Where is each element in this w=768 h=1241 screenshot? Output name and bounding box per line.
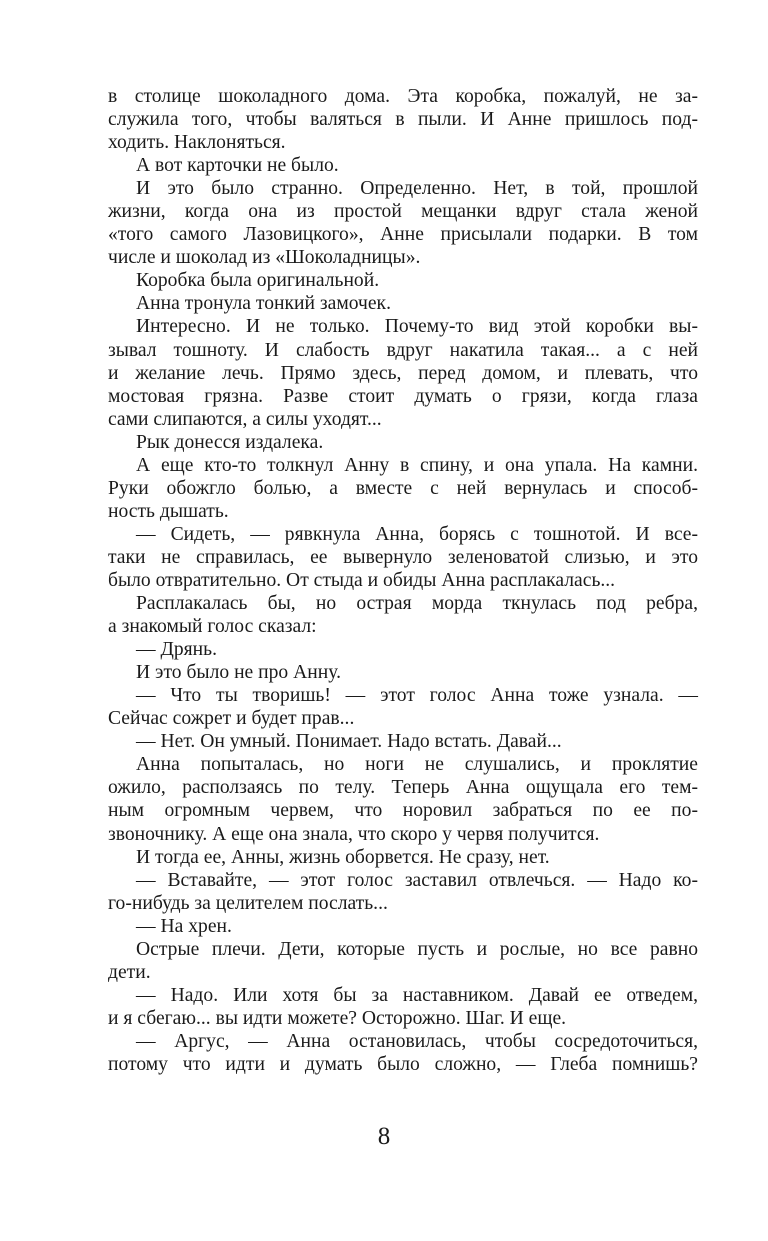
text-line: потому что идти и думать было сложно, — Глеба помнишь? (108, 1053, 698, 1075)
text-line: И это было не про Анну. (136, 662, 341, 684)
text-line: — Сидеть, — рявкнула Анна, борясь с тошнотой. И все- (136, 523, 698, 545)
text-line: мостовая грязна. Разве стоит думать о грязи, когда глаза (108, 385, 698, 407)
text-line: звоночнику. А еще она знала, что скоро у червя получится. (108, 823, 600, 845)
page-number: 8 (377, 1123, 391, 1150)
text-line: и я сбегаю... вы идти можете? Осторожно. Шаг. И еще. (108, 1007, 567, 1029)
text-line: Сейчас сожрет и будет прав... (108, 708, 355, 730)
text-line: Острые плечи. Дети, которые пусть и рослые, но все равно (136, 938, 698, 960)
text-line: Руки обожгло болью, а вместе с ней вернулась и способ- (108, 477, 698, 499)
text-line: ность дышать. (108, 500, 229, 522)
text-line: а знакомый голос сказал: (108, 616, 317, 638)
text-line: Коробка была оригинальной. (136, 270, 380, 292)
text-line: зывал тошноту. И слабость вдруг накатила такая... а с ней (108, 339, 698, 361)
text-line: И тогда ее, Анны, жизнь оборвется. Не сразу, нет. (136, 846, 550, 868)
text-line: дети. (108, 961, 151, 983)
text-line: Интересно. И не только. Почему-то вид этой коробки вы- (136, 316, 698, 338)
text-line: Рык донесся издалека. (136, 431, 324, 453)
text-line: служила того, чтобы валяться в пыли. И Анне пришлось под- (108, 109, 698, 131)
text-line: ожило, расползаясь по телу. Теперь Анна ощущала его тем- (108, 777, 698, 799)
text-line: — Аргус, — Анна остановилась, чтобы сосредоточиться, (136, 1030, 698, 1052)
text-line: — Нет. Он умный. Понимает. Надо встать. Давай... (136, 731, 562, 753)
text-line: сами слипаются, а силы уходят... (108, 408, 382, 430)
text-line: А еще кто-то толкнул Анну в спину, и она упала. На камни. (136, 454, 698, 476)
text-line: ным огромным червем, что норовил забраться по ее по- (108, 800, 698, 822)
text-line: — На хрен. (136, 915, 232, 937)
text-line: «того самого Лазовицкого», Анне присылали подарки. В том (108, 224, 698, 246)
book-page-text (108, 85, 698, 1076)
text-line: ходить. Наклоняться. (108, 132, 286, 154)
text-line: — Дрянь. (136, 639, 217, 661)
text-line: — Что ты творишь! — этот голос Анна тоже узнала. — (136, 685, 698, 707)
text-line: Расплакалась бы, но острая морда ткнулась под ребра, (136, 593, 698, 615)
text-line: — Вставайте, — этот голос заставил отвлечься. — Надо ко- (136, 869, 698, 891)
text-line: И это было странно. Определенно. Нет, в той, прошлой (136, 178, 698, 200)
text-line: — Надо. Или хотя бы за наставником. Давай ее отведем, (136, 984, 698, 1006)
text-line: Анна попыталась, но ноги не слушались, и проклятие (136, 754, 698, 776)
text-line: жизни, когда она из простой мещанки вдруг стала женой (108, 201, 698, 223)
text-line: в столице шоколадного дома. Эта коробка, пожалуй, не за- (108, 86, 698, 107)
text-line: таки не справилась, ее вывернуло зеленоватой слизью, и это (108, 546, 698, 568)
text-line: А вот карточки не было. (136, 155, 339, 177)
text-line: Анна тронула тонкий замочек. (136, 293, 391, 315)
text-line: числе и шоколад из «Шоколадницы». (108, 247, 421, 269)
text-line: было отвратительно. От стыда и обиды Анна расплакалась... (108, 569, 616, 591)
text-line: и желание лечь. Прямо здесь, перед домом, и плевать, что (108, 362, 698, 384)
text-line: го-нибудь за целителем послать... (108, 892, 388, 914)
